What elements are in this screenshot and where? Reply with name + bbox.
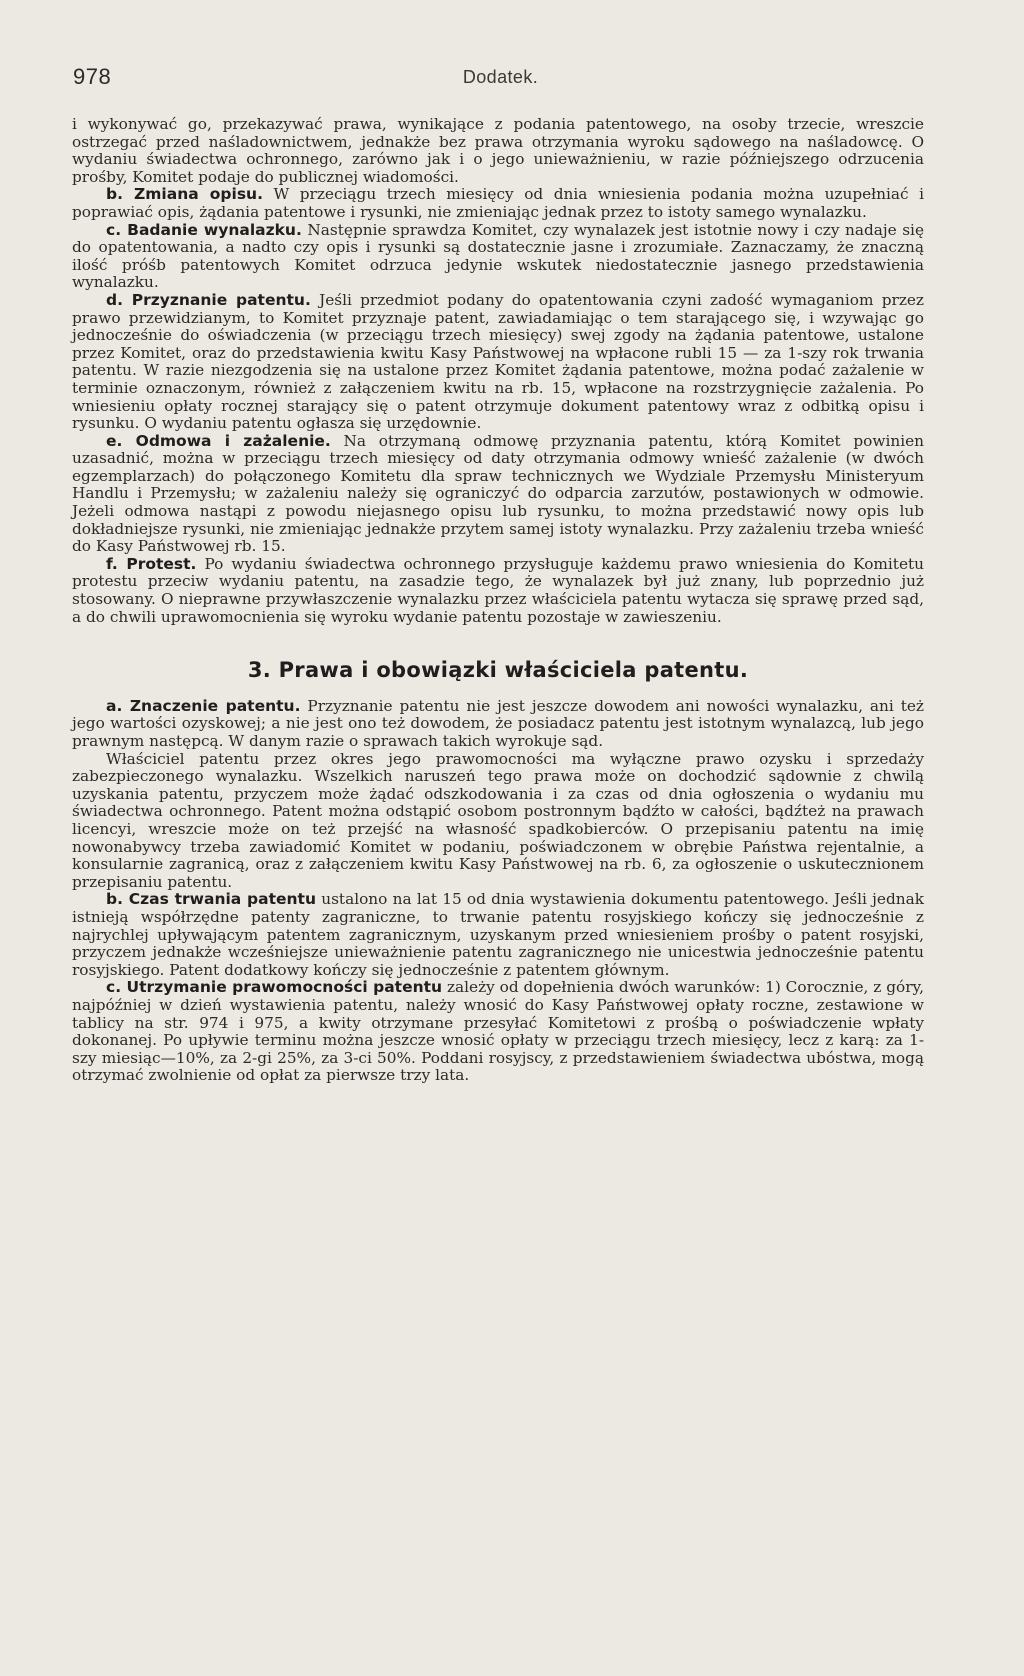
- paragraph-f-text: Po wydaniu świadectwa ochronnego przysługuje każdemu prawo wniesienia do Komitetu protestu przeciw wydaniu patentu, na zasadzie tego, że wynalazek był już znany, lub poprzednio już stosowany. O nieprawne przywłaszczenie wynalazku przez właściciela patentu wytacza się sprawę przed sąd, a do chwili uprawomocnienia się wyroku wydanie patentu pozostaje w zawieszeniu.: [72, 554, 925, 626]
- paragraph-d-text: Jeśli przedmiot podany do opatentowania czyni zadość wymaganiom przez prawo przewidzianym, to Komitet przyznaje patent, zawiadamiając o tem starającego się, i wzywając go jednocześnie do oświadczenia (w przeciągu trzech miesięcy) swej zgody na żądania patentowe, ustalone przez Komitet, oraz do przedstawienia kwitu Kasy Państwowej na wpłacone rubli 15 — za 1-szy rok trwania patentu. W razie niezgodzenia się na ustalone przez Komitet żądania patentowe, można podać zażalenie w terminie oznaczonym, również z załączeniem kwitu na rb. 15, wpłacone na rozstrzygnięcie zażalenia. Po wniesieniu opłaty rocznej starający się o patent otrzymuje dokument patentowy wraz z odbitką opisu i rysunku. O wydaniu patentu ogłasza się urzędownie.: [72, 290, 924, 433]
- section-a-continuation: Właściciel patentu przez okres jego prawomocności ma wyłączne prawo ozysku i sprzedaży zabezpieczonego wynalazku. Wszelkich naruszeń tego prawa może on dochodzić sądownie z chwilą uzyskania patentu, przyczem może żądać odszkodowania i za czas od dnia ogłoszenia o wydaniu mu świadectwa ochronnego. Patent można odstąpić osobom postronnym bądźto w całości, bądźteż na prawach licencyi, wreszcie może on też przejść na własność spadkobierców. O przepisaniu patentu na imię nowonabywcy trzeba zawiadomić Komitet w podaniu, poświadczonem w obrębie Państwa rejentalnie, a konsularnie zagranicą, oraz z załączeniem kwitu Kasy Państwowej na rb. 6, za ogłoszenie o uskutecznionem przepisaniu patentu.: [72, 749, 924, 891]
- paragraph-e-text: Na otrzymaną odmowę przyznania patentu, którą Komitet powinien uzasadnić, można w przeciągu trzech miesięcy od daty otrzymania odmowy wnieść zażalenie (w dwóch egzemplarzach) do połączonego Komitetu dla spraw technicznych we Wydziale Przemysłu Ministeryum Handlu i Przemysłu; w zażaleniu należy się ograniczyć do odparcia zarzutów, postawionych w odmowie. Jeżeli odmowa nastąpi z powodu niejasnego opisu lub rysunku, to można przedstawić nowy opis lub dokładniejsze rysunki, nie zmieniając jednakże przytem samej istoty wynalazku. Przy zażaleniu trzeba wnieść do Kasy Państwowej rb. 15.: [72, 431, 925, 556]
- paragraph-c: [72, 222, 924, 292]
- section-a-text: Przyznanie patentu nie jest jeszcze dowodem ani nowości wynalazku, ani też jego wartości ozyskowej; a nie jest ono też dowodem, że posiadacz patentu jest istotnym wynalazcą, lub jego prawnym następcą. W danym razie o sprawach takich wyrokuje sąd.: [72, 696, 924, 750]
- paragraph-b: [72, 186, 924, 221]
- paragraph-e: [72, 433, 924, 556]
- paragraph-c-text: Następnie sprawdza Komitet, czy wynalazek jest istotnie nowy i czy nadaje się do opatentowania, a nadto czy opis i rysunki są dostatecznie jasne i zrozumiałe. Zaznaczamy, że znaczną ilość próśb patentowych Komitet odrzuca jedynie wskutek niedostatecznie jasnego przedstawienia wynalazku.: [72, 220, 924, 292]
- section-a-paragraph: [72, 698, 924, 751]
- subheading-b: b. Zmiana opisu.: [106, 185, 263, 204]
- paragraph-f: [72, 556, 924, 626]
- section-c-text: zależy od dopełnienia dwóch warunków: 1) Corocznie, z góry, najpóźniej w dzień wystawienia patentu, należy wnosić do Kasy Państwowej opłaty roczne, zestawione w tablicy na str. 974 i 975, a kwity otrzymane przesyłać Komitetowi z prośbą o poświadczenie wpłaty dokonanej. Po upływie terminu można jeszcze wnosić opłaty w przeciągu trzech miesięcy, lecz z karą: za 1-szy miesiąc—10%, za 2-gi 25%, za 3-ci 50%. Poddani rosyjscy, z przedstawieniem świadectwa ubóstwa, mogą otrzymać zwolnienie od opłat za pierwsze trzy lata.: [72, 978, 924, 1085]
- section-b-text: ustalono na lat 15 od dnia wystawienia dokumentu patentowego. Jeśli jednak istnieją współrzędne patenty zagraniczne, to trwanie patentu rosyjskiego kończy się jednocześnie z najrychlej upływającym patentem zagranicznym, uzyskanym przed wniesieniem prośby o patent rosyjski, przyczem jednakże wcześniejsze unieważnienie patentu zagranicznego nie unicestwia jednocześnie patentu rosyjskiego. Patent dodatkowy kończy się jednocześnie z patentem głównym.: [72, 890, 924, 979]
- section-heading: 3. Prawa i obowiązki właściciela patentu.: [247, 658, 749, 683]
- running-head: [73, 64, 928, 92]
- page-number: 978: [73, 64, 112, 89]
- subheading-section-c: c. Utrzymanie prawomocności patentu: [106, 978, 443, 997]
- subheading-section-a: a. Znaczenie patentu.: [106, 696, 301, 715]
- paragraph-d: [72, 292, 924, 433]
- subheading-section-b: b. Czas trwania patentu: [106, 890, 316, 909]
- paragraph-b-text: W przeciągu trzech miesięcy od dnia wniesienia podania można uzupełniać i poprawiać opis, żądania patentowe i rysunki, nie zmieniając jednak przez to istoty samego wynalazku.: [72, 185, 924, 221]
- subheading-c: c. Badanie wynalazku.: [106, 220, 302, 239]
- page-body: [72, 116, 924, 1085]
- running-title: Dodatek.: [462, 67, 539, 87]
- continuation-paragraph: i wykonywać go, przekazywać prawa, wynikające z podania patentowego, na osoby trzecie, wreszcie ostrzegać przed naśladownictwem, jednakże bez prawa otrzymania wyroku sądowego na naśladowcę. O wydaniu świadectwa ochronnego, zarówno jak i o jego unieważnieniu, w razie późniejszego odrzucenia prośby, Komitet podaje do publicznej wiadomości.: [72, 115, 924, 186]
- section-b-paragraph: [72, 891, 924, 979]
- subheading-d: d. Przyznanie patentu.: [106, 290, 311, 309]
- subheading-f: f. Protest.: [106, 554, 197, 573]
- section-c-paragraph: [72, 979, 924, 1085]
- subheading-e: e. Odmowa i zażalenie.: [106, 431, 331, 450]
